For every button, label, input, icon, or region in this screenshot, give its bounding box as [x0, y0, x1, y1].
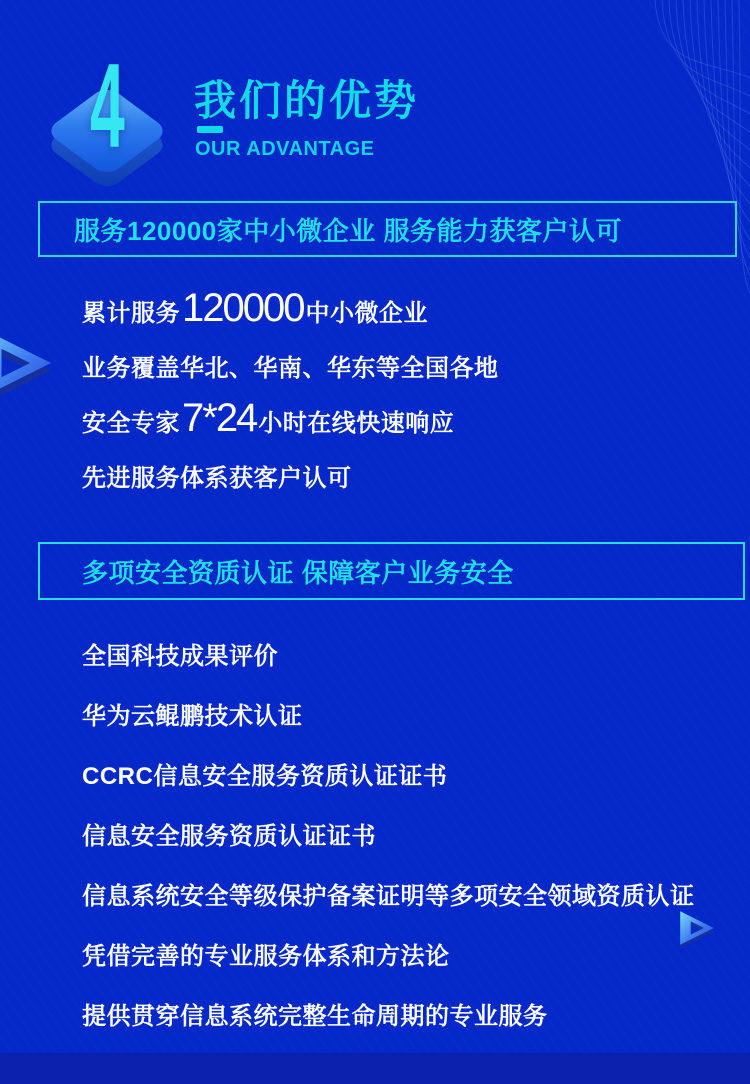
line-served-count [82, 288, 428, 328]
triangle-3d-icon [0, 318, 60, 408]
heading-box-certification [38, 542, 745, 600]
line-served-count-pre: 累计服务 [82, 300, 180, 327]
line-served-count-post: 中小微企业 [305, 300, 428, 327]
cert-line-ccrc: CCRC信息安全服务资质认证证书 [82, 763, 448, 790]
triangle-3d-icon [676, 904, 718, 952]
cert-line-national-evaluation: 全国科技成果评价 [82, 643, 278, 670]
page-subtitle: OUR ADVANTAGE [195, 138, 375, 160]
heading-box-certification-label: 多项安全资质认证 保障客户业务安全 [82, 557, 514, 588]
line-served-count-number: 120000 [182, 286, 304, 330]
page-title: 我们的优势 [194, 77, 420, 124]
line-response-number: 7*24 [182, 396, 257, 440]
line-response-pre: 安全专家 [82, 410, 180, 437]
line-response-post: 小时在线快速响应 [258, 410, 455, 437]
cert-line-huawei-kunpeng: 华为云鲲鹏技术认证 [82, 703, 303, 730]
heading-box-service-label: 服务120000家中小微企业 服务能力获客户认可 [74, 215, 622, 246]
line-coverage: 业务覆盖华北、华南、华东等全国各地 [82, 355, 499, 382]
cert-line-mlps-record: 信息系统安全等级保护备案证明等多项安全领域资质认证 [82, 883, 695, 910]
cert-line-lifecycle-service: 提供贯穿信息系统完整生命周期的专业服务 [82, 1003, 548, 1030]
heading-box-service [38, 201, 737, 257]
cert-line-methodology: 凭借完善的专业服务体系和方法论 [82, 943, 450, 970]
line-response [82, 398, 454, 438]
line-service-system: 先进服务体系获客户认可 [82, 465, 352, 492]
cert-line-infosec-cert: 信息安全服务资质认证证书 [82, 823, 376, 850]
title-underline-dash [197, 126, 223, 133]
curved-lines-icon [600, 0, 750, 320]
section-number: 4 [90, 39, 125, 173]
footer-band [0, 1053, 750, 1084]
